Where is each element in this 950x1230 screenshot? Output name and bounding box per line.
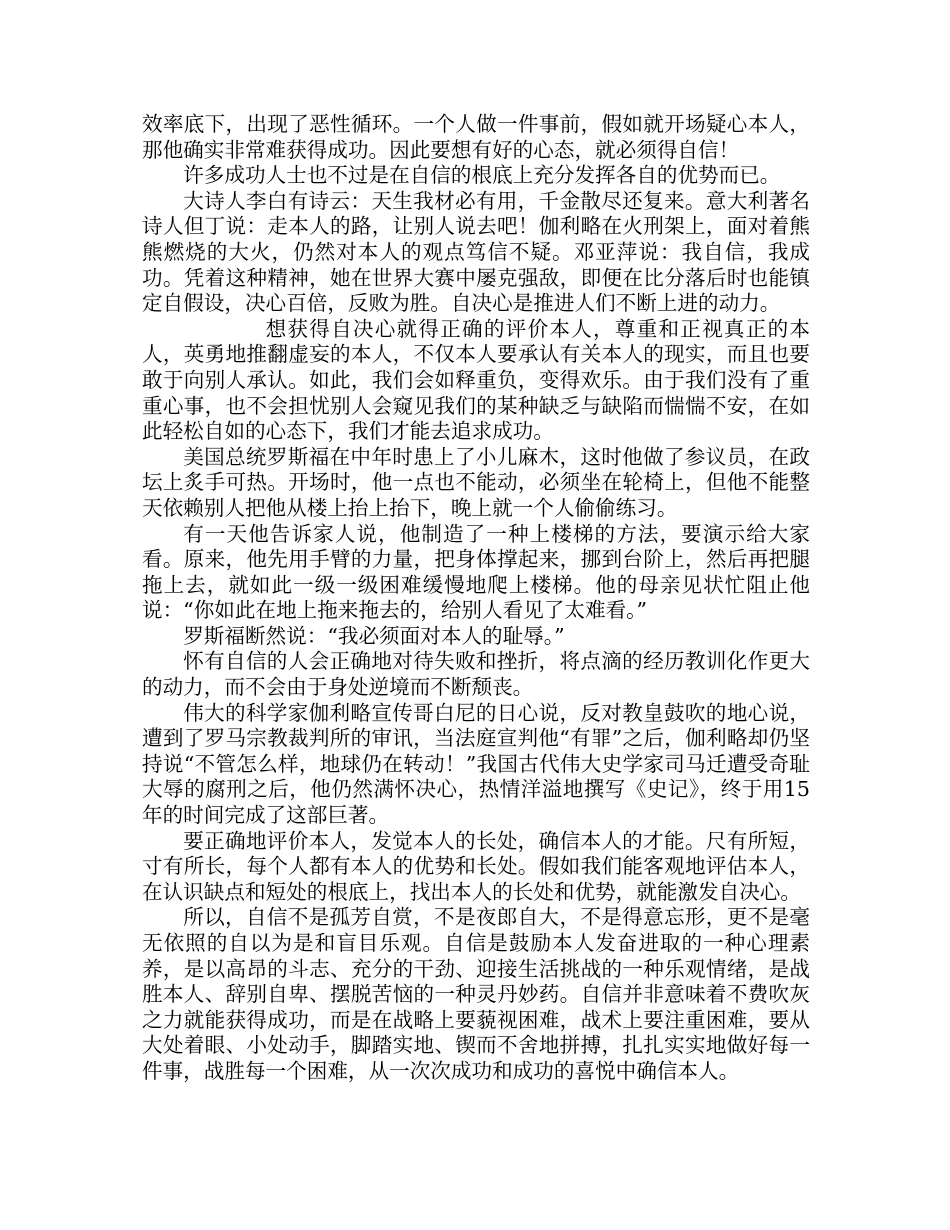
paragraph-5: 美国总统罗斯福在中年时患上了小儿麻木，这时他做了参议员，在政坛上炙手可热。开场时，他一点也不能动，必须坐在轮椅上，但他不能整天依赖别人把他从楼上抬上抬下，晚上就一个人偷偷练习。 [142, 444, 810, 520]
paragraph-4: 想获得自决心就得正确的评价本人，尊重和正视真正的本人，英勇地推翻虚妄的本人，不仅本人要承认有关本人的现实，而且也要敢于向别人承认。如此，我们会如释重负，变得欢乐。由于我们没有了重重心事，也不会担忧别人会窥见我们的某种缺乏与缺陷而惴惴不安，在如此轻松自如的心态下，我们才能去追求成功。 [142, 316, 810, 444]
paragraph-7: 罗斯福断然说：“我必须面对本人的耻辱。” [183, 623, 565, 648]
paragraph-11: 所以，自信不是孤芳自赏，不是夜郎自大，不是得意忘形，更不是毫无依照的自以为是和盲目乐观。自信是鼓励本人发奋进取的一种心理素养，是以高昂的斗志、充分的干劲、迎接生活挑战的一种乐观情绪，是战胜本人、辞别自卑、摆脱苦恼的一种灵丹妙药。自信并非意味着不费吹灰之力就能获得成功，而是在战略上要藐视困难，战术上要注重困难，要从大处着眼、小处动手，脚踏实地、锲而不舍地拼搏，扎扎实实地做好每一件事，战胜每一个困难，从一次次成功和成功的喜悦中确信本人。 [142, 905, 810, 1083]
paragraph-10: 要正确地评价本人，发觉本人的长处，确信本人的才能。尺有所短，寸有所长，每个人都有本人的优势和长处。假如我们能客观地评估本人，在认识缺点和短处的根底上，找出本人的长处和优势，就能激发自决心。 [142, 828, 810, 904]
paragraph-2: 许多成功人士也不过是在自信的根底上充分发挥各自的优势而已。 [183, 163, 781, 188]
paragraph-1: 效率底下，出现了恶性循环。一个人做一件事前，假如就开场疑心本人，那他确实非常难获得成功。因此要想有好的心态，就必须得自信！ [142, 112, 810, 162]
paragraph-8: 怀有自信的人会正确地对待失败和挫折，将点滴的经历教训化作更大的动力，而不会由于身处逆境而不断颓丧。 [142, 649, 810, 700]
paragraph-9: 伟大的科学家伽利略宣传哥白尼的日心说，反对教皇鼓吹的地心说，遭到了罗马宗教裁判所的审讯，当法庭宣判他“有罪”之后，伽利略却仍坚持说“不管怎么样，地球仍在转动！”我国古代伟大史学家司马迁遭受奇耻大辱的腐刑之后，他仍然满怀决心，热情洋溢地撰写《史记》，终于用15年的时间完成了这部巨著。 [142, 700, 810, 828]
document-body [142, 112, 810, 1085]
paragraph-3: 大诗人李白有诗云：天生我材必有用，千金散尽还复来。意大利著名诗人但丁说：走本人的路，让别人说去吧！伽利略在火刑架上，面对着熊熊燃烧的大火，仍然对本人的观点笃信不疑。邓亚萍说：我自信，我成功。凭着这种精神，她在世界大赛中屡克强敌，即便在比分落后时也能镇定自假设，决心百倍，反败为胜。自决心是推进人们不断上进的动力。 [142, 188, 810, 316]
paragraph-6: 有一天他告诉家人说，他制造了一种上楼梯的方法，要演示给大家看。原来，他先用手臂的力量，把身体撑起来，挪到台阶上，然后再把腿拖上去，就如此一级一级困难缓慢地爬上楼梯。他的母亲见状忙阻止他说：“你如此在地上拖来拖去的，给别人看见了太难看。” [142, 521, 810, 623]
